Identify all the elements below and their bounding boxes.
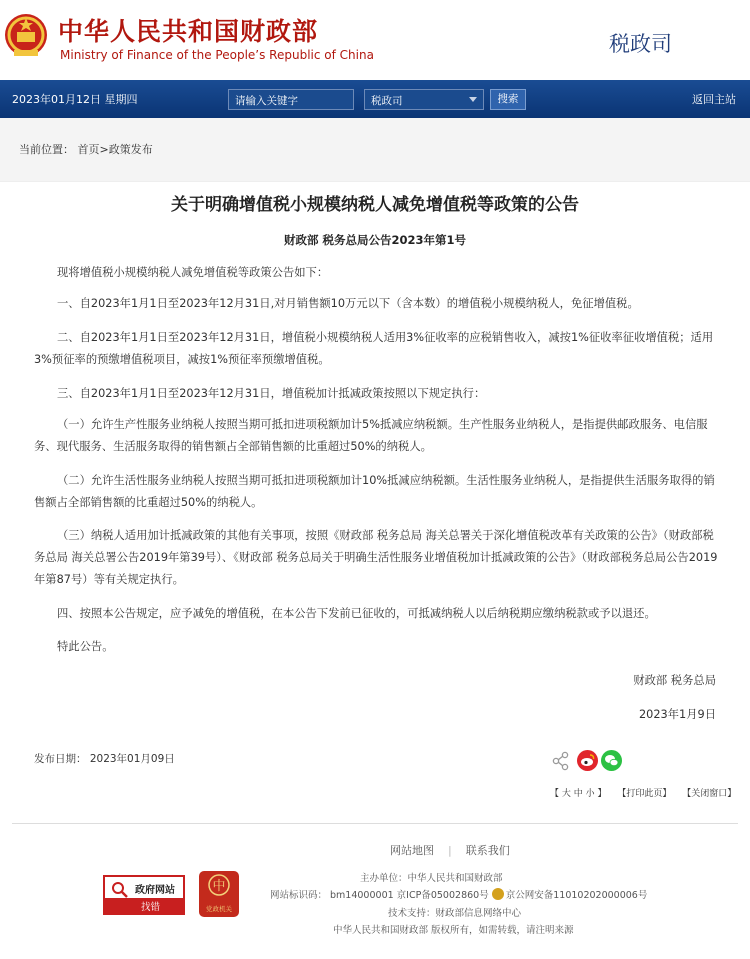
footer-site-id: [270, 887, 650, 901]
breadcrumb[interactable]: 当前位置： 首页>政策发布: [19, 143, 153, 156]
chevron-down-icon: [469, 97, 477, 102]
gov-badge-strip: [105, 898, 183, 913]
search-button[interactable]: 搜索: [490, 89, 526, 110]
article-paragraph: 三、自2023年1月1日至2023年12月31日，增值税加计抵减政策按照以下规定执行：: [57, 387, 486, 400]
article-paragraph: 一、自2023年1月1日至2023年12月31日,对月销售额10万元以下（含本数）的增值税小规模纳税人，免征增值税。: [57, 297, 639, 310]
party-badge-label: 党政机关: [206, 905, 232, 913]
site-header: [0, 0, 750, 80]
police-badge-icon: [492, 888, 504, 900]
gov-badge-action: 找错: [141, 902, 161, 913]
sitemap-link[interactable]: 网站地图: [390, 844, 434, 857]
search-scope-value: 税政司: [371, 95, 403, 107]
gov-website-error-report-badge[interactable]: [103, 875, 185, 915]
close-window-link[interactable]: 【关闭窗口】: [682, 789, 737, 799]
party-emblem-icon: [199, 871, 239, 901]
article-paragraph: （二）允许生活性服务业纳税人按照当期可抵扣进项税额加计10%抵减应纳税额。生活性服务业纳税人，是指提供生活服务取得的销售额占全部销售额的比重超过50%的纳税人。: [34, 474, 715, 509]
gov-badge-label: 政府网站: [135, 885, 175, 896]
article-paragraph: 二、自2023年1月1日至2023年12月31日，增值税小规模纳税人适用3%征收率的应税销售收入，减按1%征收率征收增值税；适用3%预征率的预缴增值税项目，减按1%预征率预缴增值税。: [34, 331, 714, 366]
article-paragraph: 特此公告。: [57, 640, 114, 653]
article-paragraph: （一）允许生产性服务业纳税人按照当期可抵扣进项税额加计5%抵减应纳税额。生产性服务业纳税人，是指提供邮政服务、电信服务、现代服务、生活服务取得的销售额占全部销售额的比重超过50%的纳税人。: [34, 418, 708, 453]
breadcrumb-bar: [0, 118, 750, 182]
top-nav-bar: [0, 80, 750, 118]
current-date: 2023年01月12日 星期四: [12, 93, 138, 106]
signatory: 财政部 税务总局: [633, 674, 716, 687]
footer-links: [390, 842, 510, 858]
weibo-icon[interactable]: [577, 750, 598, 771]
site-id-text: 网站标识码： bm14000001 京ICP备05002860号: [270, 890, 489, 901]
footer-copyright: 中华人民共和国财政部 版权所有，如需转载，请注明来源: [333, 925, 574, 936]
svg-text:中: 中: [212, 879, 226, 894]
font-size-tool[interactable]: 【 大 中 小 】: [550, 789, 607, 799]
share-bar: [551, 750, 623, 772]
publish-date: 发布日期： 2023年01月09日: [34, 753, 175, 765]
police-record-text[interactable]: 京公网安备11010202000006号: [505, 890, 648, 901]
site-title-english: Ministry of Finance of the People’s Republic of China: [60, 48, 374, 62]
magnifier-icon: [111, 881, 129, 899]
sign-date: 2023年1月9日: [638, 708, 716, 721]
return-main-site-link[interactable]: 返回主站: [692, 93, 736, 106]
search-input[interactable]: 请输入关键字: [228, 89, 354, 110]
print-page-link[interactable]: 【打印此页】: [617, 789, 672, 799]
footer-sponsor: 主办单位：中华人民共和国财政部: [360, 873, 503, 884]
contact-link[interactable]: 联系我们: [465, 844, 510, 857]
page-tools: [550, 786, 744, 799]
search-scope-select[interactable]: [364, 89, 484, 110]
article-paragraph: 现将增值税小规模纳税人减免增值税等政策公告如下：: [57, 266, 329, 279]
share-icon[interactable]: [551, 751, 571, 771]
article-paragraph: 四、按照本公告规定，应予减免的增值税，在本公告下发前已征收的，可抵减纳税人以后纳税期应缴纳税款或予以退还。: [57, 607, 656, 620]
footer-divider: [12, 823, 738, 824]
party-government-badge[interactable]: [199, 871, 239, 917]
wechat-icon[interactable]: [601, 750, 622, 771]
article-paragraph: （三）纳税人适用加计抵减政策的其他有关事项，按照《财政部 税务总局 海关总署关于深化增值税改革有关政策的公告》（财政部税务总局 海关总署公告2019年第39号）、《财政部 税务总局关于明确生活性服务业增值税加计抵减政策的公告》（财政部税务总局公告2019年第87号）等有关规定执行。: [34, 529, 718, 586]
link-separator: |: [448, 844, 452, 857]
article-title: 关于明确增值税小规模纳税人减免增值税等政策的公告: [171, 195, 579, 215]
article-doc-number: 财政部 税务总局公告2023年第1号: [283, 233, 466, 247]
site-title[interactable]: 中华人民共和国财政部: [58, 17, 319, 46]
footer-tech-support: 技术支持：财政部信息网络中心: [388, 908, 522, 919]
department-name: 税政司: [609, 32, 672, 56]
national-emblem-icon: [4, 10, 48, 60]
